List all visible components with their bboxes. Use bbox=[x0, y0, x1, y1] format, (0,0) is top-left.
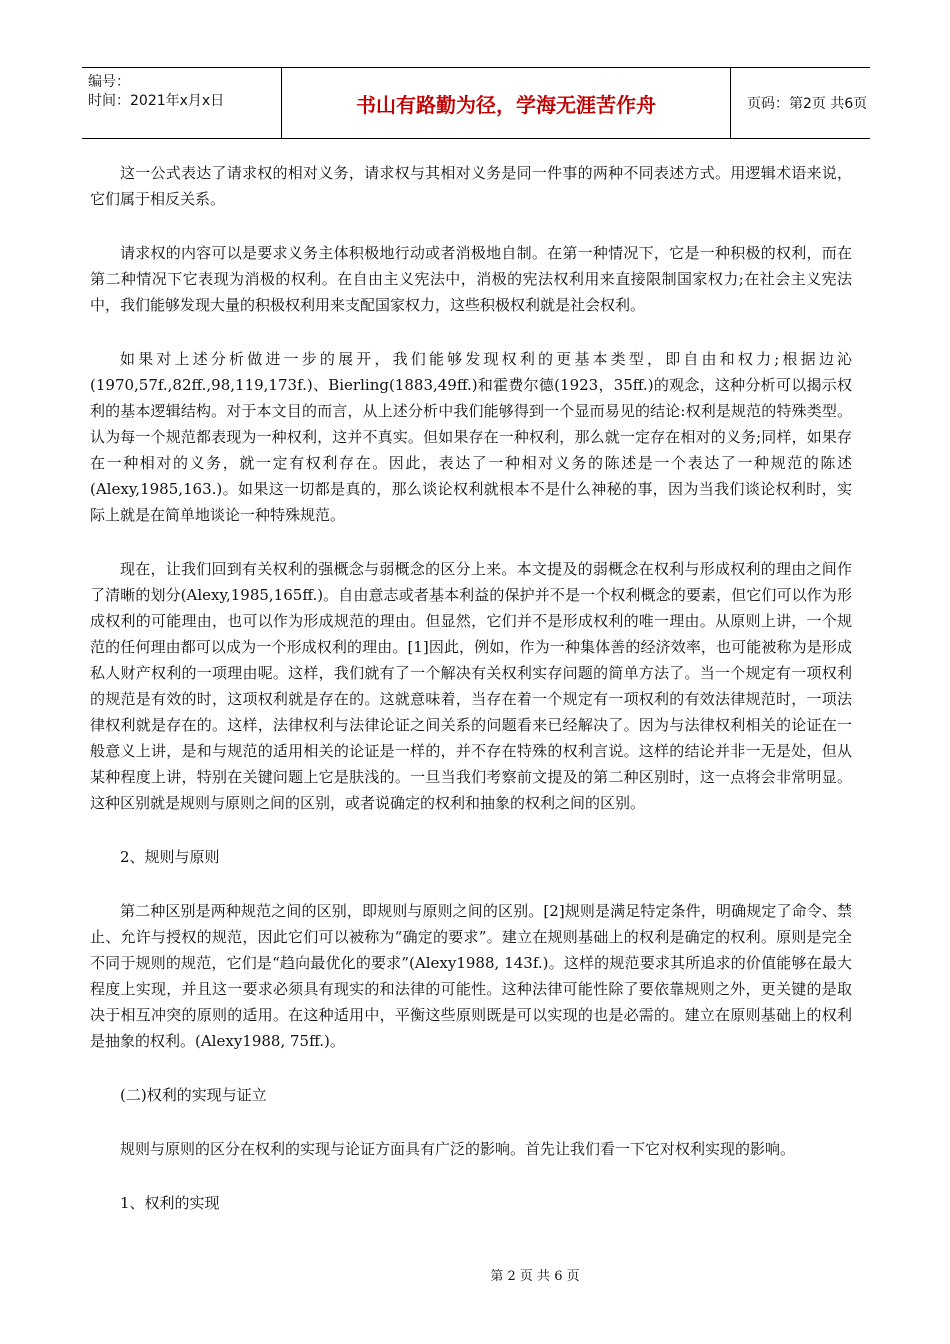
section-heading: 2、规则与原则 bbox=[120, 848, 220, 866]
paragraph: 现在，让我们回到有关权利的强概念与弱概念的区分上来。本文提及的弱概念在权利与形成权利的理由之间作了清晰的划分(Alexy,1985,165ff.)。自由意志或者基本利益的保护并不是一个权利概念的要素，但它们可以作为形成权利的可能理由，也可以作为形成规范的理由。但显然，它们并不是形成权利的唯一理由。从原则上讲，一个规范的任何理由都可以成为一个形成权利的理由。[1]因此，例如，作为一种集体善的经济效率，也可能被称为是形成私人财产权利的一项理由呢。这样，我们就有了一个解决有关权利实存问题的简单方法了。当一个规定有一项权利的规范是有效的时，这项权利就是存在的。这就意味着，当存在着一个规定有一项权利的有效法律规范时，一项法律权利就是存在的。这样，法律权利与法律论证之间关系的问题看来已经解决了。因为与法律权利相关的论证在一般意义上讲，是和与规范的适用相关的论证是一样的，并不存在特殊的权利言说。这样的结论并非一无是处，但从某种程度上讲，特别在关键问题上它是肤浅的。一旦当我们考察前文提及的第二种区别时，这一点将会非常明显。这种区别就是规则与原则之间的区别，或者说确定的权利和抽象的权利之间的区别。 bbox=[90, 560, 852, 812]
section-heading: 1、权利的实现 bbox=[120, 1194, 220, 1212]
page-header bbox=[82, 67, 870, 139]
document-number: 编号： bbox=[88, 74, 130, 90]
paragraph: 如果对上述分析做进一步的展开，我们能够发现权利的更基本类型，即自由和权力;根据边沁(1970,57f.,82ff.,98,119,173f.)、Bierling(1883,49ff.)和霍费尔德(1923，35ff.)的观念，这种分析可以揭示权利的基本逻辑结构。对于本文目的而言，从上述分析中我们能够得到一个显而易见的结论:权利是规范的特殊类型。认为每一个规范都表现为一种权利，这并不真实。但如果存在一种权利，那么就一定存在相对的义务;同样，如果存在一种相对的义务，就一定有权利存在。因此，表达了一种相对义务的陈述是一个表达了一种规范的陈述(Alexy,1985,163.)。如果这一切都是真的，那么谈论权利就根本不是什么神秘的事，因为当我们谈论权利时，实际上就是在简单地谈论一种特殊规范。 bbox=[90, 350, 852, 524]
header-meta bbox=[82, 68, 282, 138]
page-footer: 第 2 页 共 6 页 bbox=[490, 1269, 580, 1284]
header-page-number: 页码：第2页 共6页 bbox=[747, 96, 868, 112]
document-date: 时间：2021年x月x日 bbox=[88, 93, 225, 109]
document-body bbox=[90, 160, 852, 1244]
paragraph: 请求权的内容可以是要求义务主体积极地行动或者消极地自制。在第一种情况下，它是一种积极的权利，而在第二种情况下它表现为消极的权利。在自由主义宪法中，消极的宪法权利用来直接限制国家权力;在社会主义宪法中，我们能够发现大量的积极权利用来支配国家权力，这些积极权利就是社会权利。 bbox=[90, 244, 852, 314]
paragraph: 第二种区别是两种规范之间的区别，即规则与原则之间的区别。[2]规则是满足特定条件，明确规定了命令、禁止、允许与授权的规范，因此它们可以被称为“确定的要求”。建立在规则基础上的权利是确定的权利。原则是完全不同于规则的规范，它们是“趋向最优化的要求”(Alexy1988, 143f.)。这样的规范要求其所追求的价值能够在最大程度上实现，并且这一要求必须具有现实的和法律的可能性。这种法律可能性除了要依靠规则之外，更关键的是取决于相互冲突的原则的适用。在这种适用中，平衡这些原则既是可以实现的也是必需的。建立在原则基础上的权利是抽象的权利。(Alexy1988, 75ff.)。 bbox=[90, 902, 852, 1050]
section-heading: (二)权利的实现与证立 bbox=[120, 1086, 267, 1104]
header-motto: 书山有路勤为径，学海无涯苦作舟 bbox=[282, 68, 731, 138]
paragraph: 规则与原则的区分在权利的实现与论证方面具有广泛的影响。首先让我们看一下它对权利实现的影响。 bbox=[120, 1140, 796, 1158]
paragraph: 这一公式表达了请求权的相对义务，请求权与其相对义务是同一件事的两种不同表述方式。用逻辑术语来说，它们属于相反关系。 bbox=[90, 164, 852, 208]
